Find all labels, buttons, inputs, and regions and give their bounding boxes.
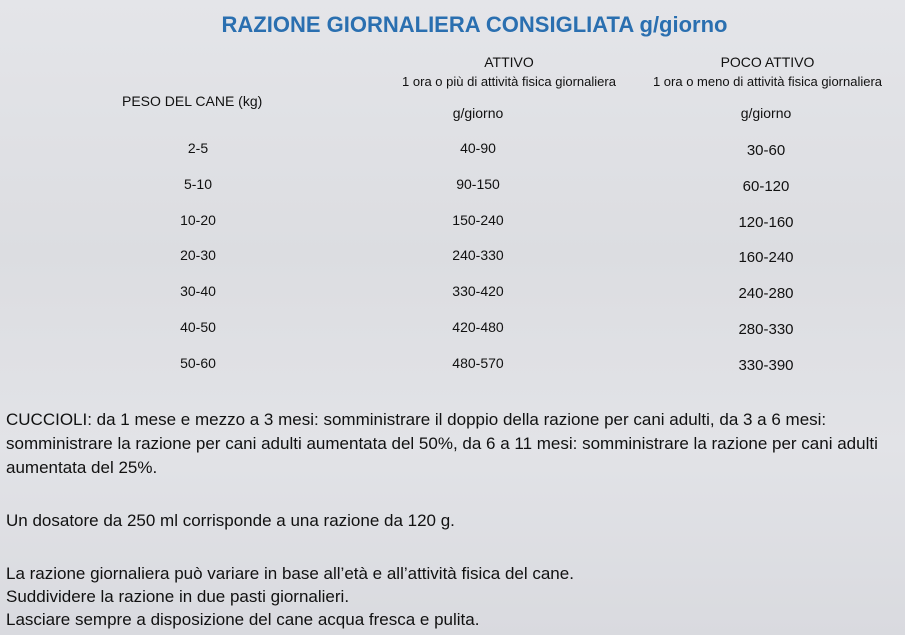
active-ration-cell: 150-240 [452, 212, 504, 228]
low-ration-cell: 240-280 [738, 285, 794, 302]
low-header-label: POCO ATTIVO [720, 54, 815, 70]
low-ration-cell: 330-390 [738, 357, 794, 374]
active-unit-label: g/giorno [452, 105, 504, 121]
active-ration-cell: 240-330 [452, 247, 504, 263]
low-ration-cell: 160-240 [738, 249, 794, 266]
low-ration-cell: 60-120 [742, 178, 790, 195]
meals-note: Suddividere la razione in due pasti giornalieri. [6, 587, 350, 606]
low-ration-cell: 120-160 [738, 214, 794, 231]
active-ration-cell: 420-480 [452, 319, 504, 335]
low-header-description: 1 ora o meno di attività fisica giornaliera [652, 74, 883, 89]
low-ration-cell: 280-330 [738, 321, 794, 338]
low-activity-column-header [610, 52, 905, 92]
page-title: RAZIONE GIORNALIERA CONSIGLIATA g/giorno [221, 12, 728, 37]
puppies-note: CUCCIOLI: da 1 mese e mezzo a 3 mesi: somministrare il doppio della razione per cani adulti, da 3 a 6 mesi: somministrare la razione per cani adulti aumentata del 50%, da 6 a 11 mesi: somministrare la razione per cani adulti aumentata del 25%. [6, 410, 878, 477]
active-ration-cell: 480-570 [452, 355, 504, 371]
water-note: Lasciare sempre a disposizione del cane acqua fresca e pulita. [6, 610, 480, 629]
weight-column-header: PESO DEL CANE (kg) [122, 93, 263, 109]
low-unit-label: g/giorno [740, 105, 792, 121]
weight-cell: 20-30 [180, 247, 216, 263]
active-ration-cell: 90-150 [456, 176, 500, 192]
dosage-note: Un dosatore da 250 ml corrisponde a una razione da 120 g. [6, 511, 455, 530]
weight-cell: 10-20 [180, 212, 216, 228]
active-ration-cell: 40-90 [460, 140, 496, 156]
weight-cell: 2-5 [187, 140, 209, 156]
weight-cell: 40-50 [180, 319, 216, 335]
active-ration-cell: 330-420 [452, 283, 504, 299]
active-header-label: ATTIVO [484, 54, 534, 70]
active-header-description: 1 ora o più di attività fisica giornaliera [402, 74, 616, 89]
weight-cell: 5-10 [183, 176, 213, 192]
variation-note: La razione giornaliera può variare in base all’età e all’attività fisica del cane. [6, 564, 574, 583]
weight-cell: 50-60 [180, 355, 216, 371]
weight-cell: 30-40 [180, 283, 216, 299]
low-ration-cell: 30-60 [746, 142, 786, 159]
